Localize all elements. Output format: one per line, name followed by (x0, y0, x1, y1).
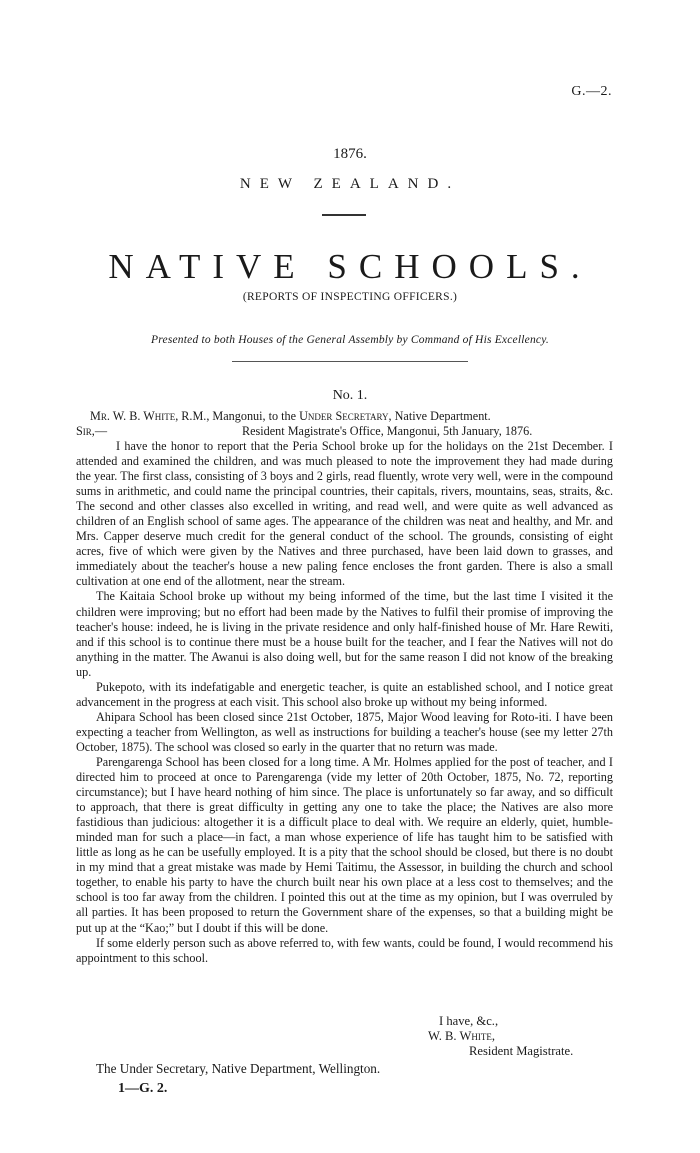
addressee: The Under Secretary, Native Department, Wellington. (96, 1061, 381, 1076)
paragraph: Ahipara School has been closed since 21st October, 1875, Major Wood leaving for Roto-iti. I have been expecting a teacher from Wellington, as well as instructions for building a teacher's house (see my letter 27th October, 1875). The school was closed so early in the quarter that no return was made. (76, 709, 613, 754)
signature: W. B. White, (428, 1029, 496, 1043)
letter-heading (90, 409, 660, 424)
letter-recipient: Under Secretary (299, 409, 389, 423)
letter-body (76, 439, 613, 966)
paragraph: If some elderly person such as above referred to, with few wants, could be found, I would recommend his appointment to this school. (76, 935, 613, 965)
paragraph: The Kaitaia School broke up without my being informed of the time, but the last time I visited it the children were improving; but no effort had been made by the Natives to fulfil their promise of improving the teacher's house: indeed, he is living in the private residence and only half-finished house of Mr. Hare Rewiti, and if this school is to continue there must be a house built for the teacher, and I fear the Natives will not do anything in the matter. The Awanui is also doing well, but for the same reason I did not know of the breaking up. (76, 589, 613, 679)
section-divider (232, 361, 468, 362)
page-subtitle: (REPORTS OF INSPECTING OFFICERS.) (242, 291, 458, 303)
footer-reference: 1—G. 2. (118, 1081, 168, 1096)
paragraph: Pukepoto, with its indefatigable and energetic teacher, is quite an established school, and I notice great advancement in the progress at each visit. This school also broke up without my being informed. (76, 679, 613, 709)
letter-sender-detail: , R.M., Mangonui, to the (175, 409, 300, 423)
document-year: 1876. (333, 146, 367, 162)
salutation: Sir,— (76, 424, 108, 438)
signature-title: Resident Magistrate. (469, 1044, 574, 1058)
country-heading: NEW ZEALAND. (239, 176, 461, 192)
letter-recipient-detail: , Native Department. (388, 409, 491, 423)
paragraph: Parengarenga School has been closed for a long time. A Mr. Holmes applied for the post of teacher, and I directed him to proceed at once to Parengarenga (vide my letter of 20th October, 1875, No. 72, reporting circumstance); but I have heard nothing of him since. The place is unfortunately so far away, and so difficult to approach, that there is great difficulty in getting any one to take the place; the Natives are also more fastidious than judicious: altogether it is a difficult place to deal with. We require an elderly, quiet, humble-minded man for such a place—in fact, a man whose experience of life has taught him to be satisfied with little as long as he can be usefully employed. It is a pity that the school should be closed, but there is no doubt in my mind that a great mistake was made by Hemi Taitimu, the Assessor, in building the church and school together, to enable his party to have the church built near his own place at a less cost to themselves; and the school is too far away from the children. I pointed this out at the time as my opinion, but I was overruled by all parties. It has been proposed to return the Government share of the expenses, so that a building might be put up at the “Kao;” but I doubt if this will be done. (76, 754, 613, 935)
page-title: NATIVE SCHOOLS. (108, 247, 592, 286)
title-divider (322, 214, 366, 216)
page-reference: G.—2. (571, 84, 612, 99)
paragraph: I have the honor to report that the Peria School broke up for the holidays on the 21st December. I attended and examined the children, and was much pleased to note the improvement they had made during the year. The first class, consisting of 3 boys and 2 girls, read fluently, wrote very well, were in the compound sums in arithmetic, and could name the principal countries, their capitals, rivers, mountains, seas, straits, &c. The second and other classes also excelled in writing, and read well, and were quite as well advanced as children of an English school of same ages. The appearance of the children was neat and healthy, and Mr. and Mrs. Capper deserve much credit for the general conduct of the school. The grounds, consisting of eight acres, five of which were given by the Natives and three purchased, have been laid down to grasses, and immediately about the teacher's house a new paling fence encloses the front garden. There is also a small cultivation at one end of the allotment, near the stream. (76, 439, 613, 589)
closing: I have, &c., (439, 1014, 499, 1028)
letter-number: No. 1. (332, 388, 368, 403)
sender-address: Resident Magistrate's Office, Mangonui, 5th January, 1876. (242, 424, 533, 438)
presented-note: Presented to both Houses of the General Assembly by Command of His Excellency. (151, 334, 549, 346)
letter-sender: Mr. W. B. White (90, 409, 176, 423)
